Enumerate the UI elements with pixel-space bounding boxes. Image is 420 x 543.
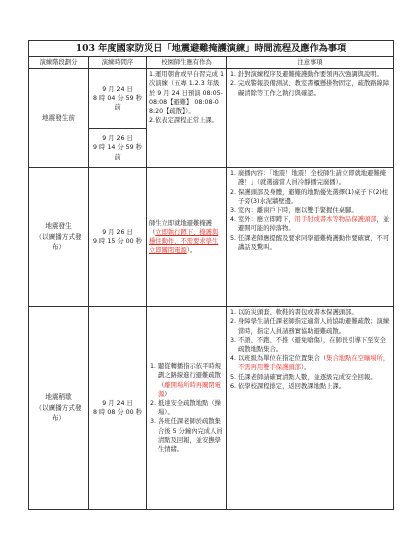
action-item: 1.運用朝會或早自習完成 1 次演練（五專 1.2.3 年級於 9 月 24 日預演 08:05-08:08【避難】 08:08-08:20【疏散】）。 [149, 71, 224, 116]
notes-cell [227, 69, 394, 168]
header-time: 演練時間序 [89, 57, 147, 69]
notes-cell [227, 168, 394, 307]
time-clock: 9 時 15 分 00 秒 [93, 238, 142, 246]
time-clock: 8 時 08 分 00 秒 [93, 409, 142, 417]
actions-cell: 師生立即就地避難掩護（立即執行蹲下、掩護與穩住動作，不需要求學生立即關閉電源）。 [147, 168, 227, 307]
note-item: 3. 室內：離窗戶下時，應以雙手緊握住桌腳。 [238, 206, 391, 215]
header-stage: 演練階段劃分 [29, 57, 89, 69]
highlighted-text: 立即執行蹲下、掩護與穩住動作，不需要求學生立即關閉電源 [149, 229, 219, 255]
highlighted-text: 離開場所時再關閉電源 [158, 381, 221, 398]
stage-cell [29, 307, 89, 510]
table-row [29, 168, 394, 307]
time-clock: 9 時 14 分 59 秒前 [93, 144, 142, 161]
header-notes: 注意事項 [227, 57, 394, 69]
notes-cell [227, 307, 394, 510]
note-item: 3. 不語、不跑、不推（避免嗆傷），在師長引導下至安全疏散地點集合。 [238, 336, 391, 354]
highlighted-text: 集合地點在空曠場所，不需再用雙手保護頭部 [238, 355, 390, 372]
time-cell [89, 307, 147, 510]
time-date: 9 月 26 日 [102, 135, 133, 143]
procedure-table [28, 40, 394, 510]
time-cell [89, 69, 147, 129]
procedure-document [28, 40, 393, 510]
time-date: 9 月 26 日 [102, 229, 133, 236]
time-date: 9 月 24 日 [102, 400, 133, 407]
note-item: 5. 任課老師應提醒及要求同學避難掩護動作要確實，不可講話及驚叫。 [238, 234, 391, 252]
note-item: 6. 依學校課程排定，返回教課地點上課。 [238, 382, 391, 391]
stage-method: （以廣播方式發布） [35, 403, 82, 423]
table-header-row [29, 57, 394, 69]
time-date: 9 月 24 日 [102, 85, 133, 93]
action-item: 3. 各班任課老師於疏散集合後 5 分鐘內完成人員清點及回報，並安撫學生情緒。 [158, 417, 224, 454]
time-cell [89, 168, 147, 307]
note-item: 1. 廣播內容：「地震！地震！全校師生請立即就地避難掩護！」（就選適當人員冷靜播完廣播）。 [238, 169, 391, 187]
stage-method: （以廣播方式發布） [35, 232, 82, 252]
action-item: 2. 抵達安全疏散地點（操場）。 [158, 399, 224, 417]
stage-cell [29, 168, 89, 307]
action-item: 2.依表定課程正常上課。 [149, 117, 218, 125]
actions-cell [147, 307, 227, 510]
time-cell [89, 128, 147, 167]
note-item: 2. 完成警報設備測試、教室書櫃懸掛物固定，疏散路線障礙清除等工作之執行與確認。 [238, 79, 391, 97]
note-item: 1. 針對演練程序及避難掩護動作要領再次強調與說明。 [238, 70, 391, 79]
note-item: 1. 以防災頭套、軟鞋的書包或書本保護頭部。 [238, 308, 391, 317]
time-clock: 8 時 04 分 59 秒前 [93, 94, 142, 112]
action-item: 1. 聽從轉播指示依平時規劃之路線進行避難疏散（離開場所時再關閉電源） [158, 362, 224, 399]
stage-label: 地震稍歇 [45, 393, 72, 402]
actions-cell [147, 69, 227, 168]
note-item: 5. 任課老師請確實清點人數，並逐級完成安全回報。 [238, 373, 391, 382]
table-row [29, 69, 394, 129]
note-item: 4. 以班級為單位在指定位置集合（集合地點在空曠場所，不需再用雙手保護頭部）。 [238, 354, 391, 372]
note-item: 2. 身障學生請任課老師指定適當人員協助避難疏散；演練當時，指定人員請務實協助避難疏散。 [238, 317, 391, 335]
document-title: 103 年度國家防災日「地震避難掩護演練」時間流程及應作為事項 [29, 41, 394, 57]
stage-cell: 地震發生前 [29, 69, 89, 168]
table-row [29, 307, 394, 510]
highlighted-text: 用手肘或書本等物品保護頭部 [294, 216, 377, 224]
note-item: 4. 室外：應立即蹲下，用手肘或書本等物品保護頭部，並避開可能的掉落物。 [238, 215, 391, 233]
header-actions: 校園師生應有作為 [147, 57, 227, 69]
note-item: 2. 保護頭部及身體，避難的地點優先選擇(1)桌子下(2)柱子旁(3)水泥牆壁邊。 [238, 188, 391, 206]
stage-label: 地震發生 [45, 222, 72, 231]
